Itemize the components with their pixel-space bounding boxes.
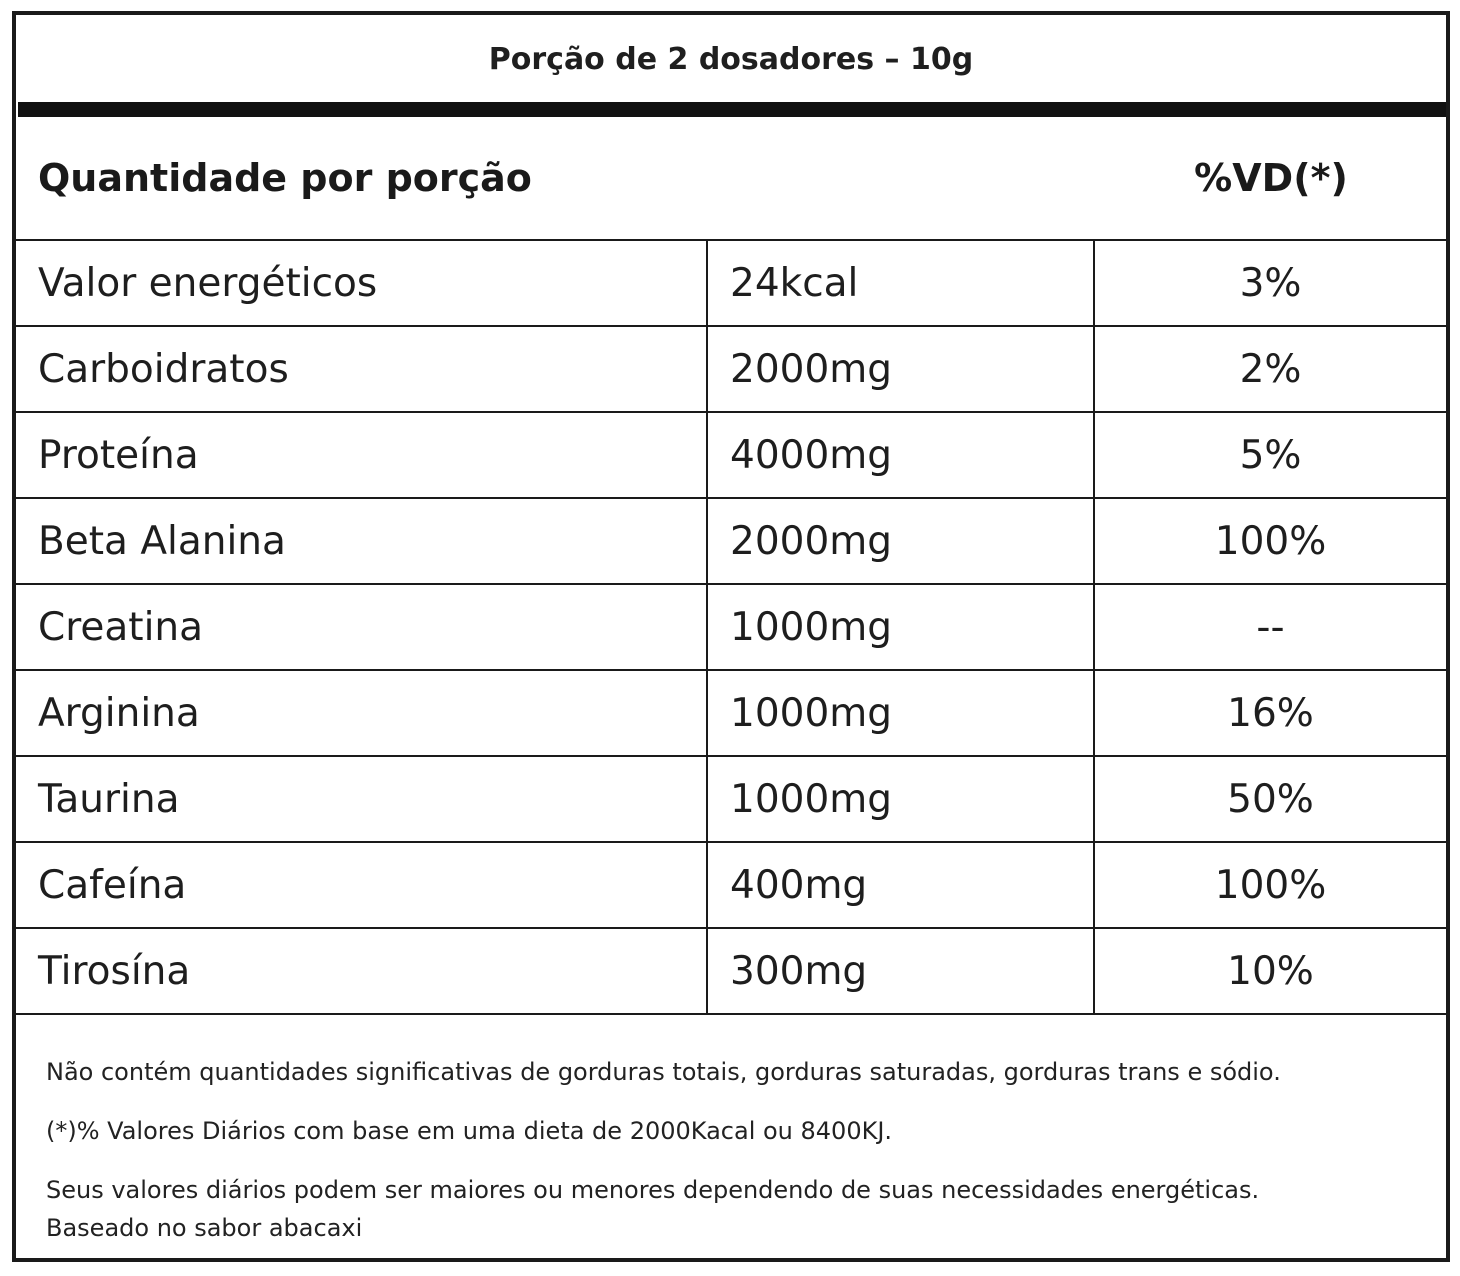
footnote-energy-needs: [46, 1171, 1426, 1247]
nutrient-amount: 300mg: [708, 929, 1095, 1013]
table-row: [16, 843, 1446, 929]
footnote-flavor: Baseado no sabor abacaxi: [46, 1214, 363, 1242]
nutrient-name: Tirosína: [16, 929, 708, 1013]
nutrient-daily-value: 100%: [1214, 518, 1327, 564]
nutrient-name: Creatina: [16, 585, 708, 669]
table-row: [16, 585, 1446, 671]
nutrient-daily-value: 2%: [1239, 346, 1302, 392]
nutrient-daily-value: 50%: [1227, 776, 1314, 822]
nutrient-name: Arginina: [16, 671, 708, 755]
table-header-row: [16, 117, 1446, 241]
footnote-no-significant-amounts: Não contém quantidades significativas de gorduras totais, gorduras saturadas, gorduras trans e sódio.: [46, 1058, 1281, 1086]
table-row: [16, 671, 1446, 757]
nutrient-amount: 4000mg: [708, 413, 1095, 497]
nutrient-name: Cafeína: [16, 843, 708, 927]
table-row: [16, 327, 1446, 413]
nutrient-amount: 1000mg: [708, 585, 1095, 669]
nutrient-rows: [16, 241, 1446, 1015]
table-row: [16, 413, 1446, 499]
table-row: [16, 241, 1446, 327]
nutrient-daily-value: 5%: [1239, 432, 1302, 478]
footnote-daily-values: (*)% Valores Diários com base em uma dieta de 2000Kacal ou 8400KJ.: [46, 1117, 893, 1145]
table-row: [16, 757, 1446, 843]
nutrient-amount: 1000mg: [708, 671, 1095, 755]
thick-divider: [18, 102, 1446, 117]
nutrient-name: Carboidratos: [16, 327, 708, 411]
nutrient-amount: 2000mg: [708, 499, 1095, 583]
serving-size-title: Porção de 2 dosadores – 10g: [488, 41, 974, 77]
nutrient-daily-value: 10%: [1227, 948, 1314, 994]
nutrient-daily-value: --: [1256, 604, 1285, 650]
table-row: [16, 499, 1446, 585]
table-row: [16, 929, 1446, 1015]
header-quantity-per-serving: Quantidade por porção: [38, 156, 532, 200]
nutrient-name: Proteína: [16, 413, 708, 497]
footnote-energy-needs-text: Seus valores diários podem ser maiores ou menores dependendo de suas necessidades energéticas.: [46, 1176, 1260, 1204]
nutrient-amount: 2000mg: [708, 327, 1095, 411]
header-daily-value: %VD(*): [1194, 156, 1348, 200]
nutrient-name: Taurina: [16, 757, 708, 841]
nutrient-amount: 400mg: [708, 843, 1095, 927]
nutrient-daily-value: 3%: [1239, 260, 1302, 306]
nutrient-name: Valor energéticos: [16, 241, 708, 325]
nutrient-daily-value: 100%: [1214, 862, 1327, 908]
nutrient-name: Beta Alanina: [16, 499, 708, 583]
nutrition-facts-table: [12, 11, 1450, 1262]
nutrient-daily-value: 16%: [1227, 690, 1314, 736]
footnotes: [46, 1053, 1426, 1247]
nutrient-amount: 1000mg: [708, 757, 1095, 841]
nutrient-amount: 24kcal: [708, 241, 1095, 325]
